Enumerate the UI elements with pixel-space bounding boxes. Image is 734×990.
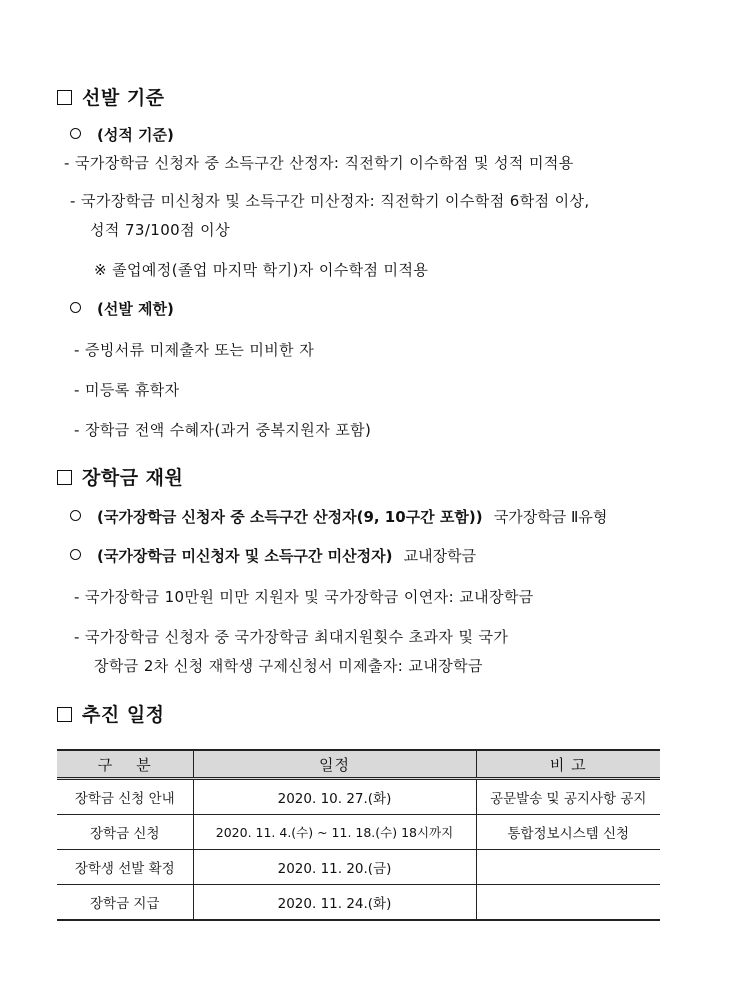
list-item-continuation: 성적 73/100점 이상 <box>90 221 230 239</box>
list-item: - 국가장학금 신청자 중 국가장학금 최대지원횟수 초과자 및 국가 <box>74 628 509 646</box>
section-title: 추진 일정 <box>82 704 165 726</box>
column-header-remarks: 비 고 <box>476 750 660 779</box>
subsection-grade-criteria <box>70 124 174 145</box>
list-item-continuation: 장학금 2차 신청 재학생 구제신청서 미제출자: 교내장학금 <box>94 657 483 675</box>
table-row <box>57 850 660 885</box>
section-heading-schedule <box>57 700 165 727</box>
schedule-table <box>57 749 660 921</box>
list-item: - 장학금 전액 수혜자(과거 중복지원자 포함) <box>74 421 372 439</box>
table-cell <box>476 885 660 921</box>
table-cell: 장학금 신청 안내 <box>57 779 193 815</box>
section-heading-scholarship-funding <box>57 463 183 490</box>
subsection-title: (국가장학금 신청자 중 소득구간 산정자(9, 10구간 포함)) <box>97 508 483 526</box>
list-item: - 국가장학금 신청자 중 소득구간 산정자: 직전학기 이수학점 및 성적 미적용 <box>64 154 574 172</box>
subsection-title: (국가장학금 미신청자 및 소득구간 미산정자) <box>97 547 393 565</box>
column-header-category: 구 분 <box>57 750 193 779</box>
table-cell: 2020. 11. 24.(화) <box>193 885 476 921</box>
table-header-row <box>57 750 660 779</box>
column-header-schedule: 일정 <box>193 750 476 779</box>
circle-bullet-icon <box>70 510 81 521</box>
section-title: 장학금 재원 <box>82 467 184 489</box>
circle-bullet-icon <box>70 549 81 560</box>
table-cell: 2020. 11. 4.(수) ~ 11. 18.(수) 18시까지 <box>193 815 476 850</box>
subsection-applicants-income <box>70 506 607 527</box>
table-cell: 장학생 선발 확정 <box>57 850 193 885</box>
table-cell <box>476 850 660 885</box>
table-row <box>57 779 660 815</box>
circle-bullet-icon <box>70 302 81 313</box>
list-item: - 국가장학금 10만원 미만 지원자 및 국가장학금 이연자: 교내장학금 <box>74 588 534 606</box>
table-row <box>57 885 660 921</box>
checkbox-square-icon <box>57 470 72 485</box>
subsection-title: (선발 제한) <box>97 300 174 318</box>
table-cell: 통합정보시스템 신청 <box>476 815 660 850</box>
subsection-selection-restriction <box>70 298 174 319</box>
list-item: - 미등록 휴학자 <box>74 381 180 399</box>
table-cell: 장학금 신청 <box>57 815 193 850</box>
funding-type: 교내장학금 <box>403 547 477 565</box>
checkbox-square-icon <box>57 707 72 722</box>
list-item: - 증빙서류 미제출자 또는 미비한 자 <box>74 341 315 359</box>
subsection-non-applicants <box>70 545 476 566</box>
section-title: 선발 기준 <box>82 87 165 109</box>
table-cell: 2020. 11. 20.(금) <box>193 850 476 885</box>
circle-bullet-icon <box>70 128 81 139</box>
table-row <box>57 815 660 850</box>
funding-type: 국가장학금 Ⅱ유형 <box>493 508 608 526</box>
list-item: - 국가장학금 미신청자 및 소득구간 미산정자: 직전학기 이수학점 6학점 이상, <box>70 192 590 210</box>
note-text: ※ 졸업예정(졸업 마지막 학기)자 이수학점 미적용 <box>94 261 429 279</box>
table-cell: 2020. 10. 27.(화) <box>193 779 476 815</box>
checkbox-square-icon <box>57 90 72 105</box>
table-cell: 장학금 지급 <box>57 885 193 921</box>
section-heading-selection-criteria <box>57 83 165 110</box>
table-cell: 공문발송 및 공지사항 공지 <box>476 779 660 815</box>
subsection-title: (성적 기준) <box>97 126 174 144</box>
